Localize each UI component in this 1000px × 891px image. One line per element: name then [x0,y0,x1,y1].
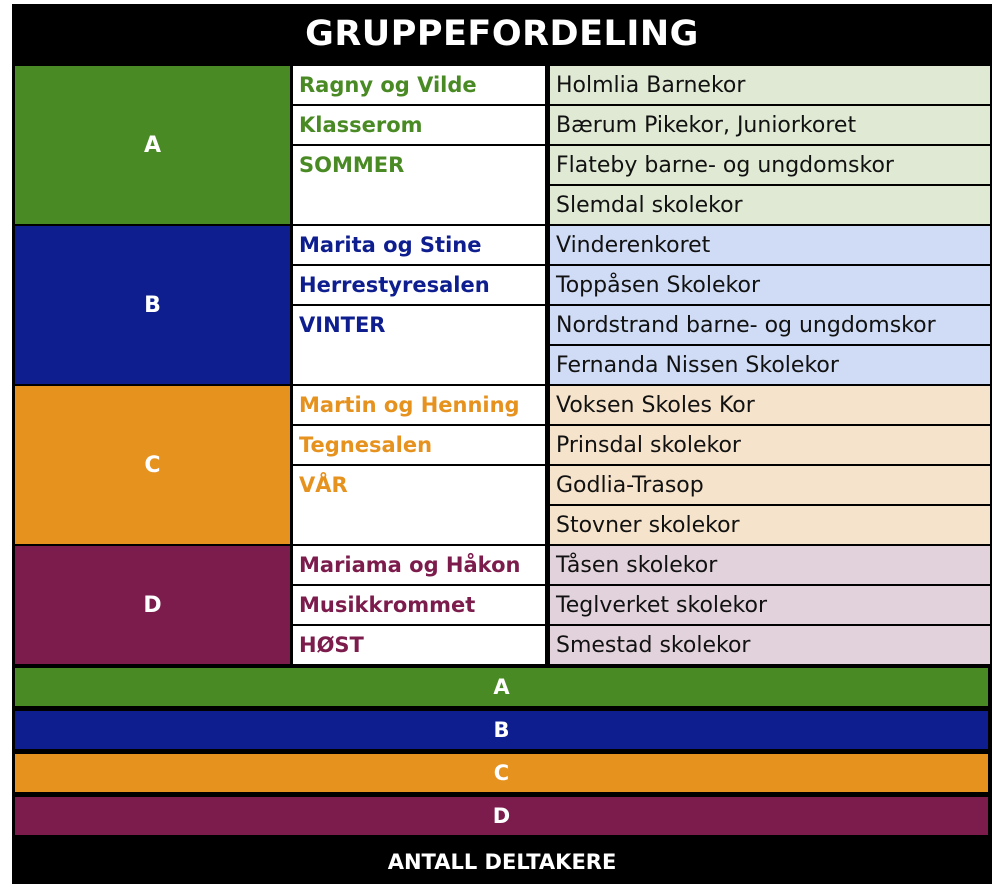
group-letter-cell: B [15,226,290,384]
summary-bar-b: B [15,711,988,749]
group-letter-cell: A [15,66,290,224]
page-title: GRUPPEFORDELING [305,14,699,54]
choir-row: Godlia-Trasop [550,466,990,504]
leaders: Mariama og Håkon [299,553,521,577]
choir-row: Slemdal skolekor [550,186,990,224]
choir-row: Voksen Skoles Kor [550,386,990,424]
group-letter-cell: C [15,386,290,544]
room: Tegnesalen [299,433,433,457]
summary-bar-d: D [15,797,988,835]
room: Klasserom [299,113,423,137]
choir-row: Toppåsen Skolekor [550,266,990,304]
leaders: Ragny og Vilde [299,73,477,97]
group-distribution-table [12,4,992,884]
choir-list [550,226,990,384]
season: VINTER [299,313,386,337]
choir-row: Holmlia Barnekor [550,66,990,104]
summary-bar-a: A [15,668,988,706]
group-d [15,546,990,664]
room: Musikkrommet [299,593,476,617]
group-info [293,226,545,384]
choir-row: Prinsdal skolekor [550,426,990,464]
choir-row: Bærum Pikekor, Juniorkoret [550,106,990,144]
season: HØST [299,633,364,657]
choir-row: Stovner skolekor [550,506,990,544]
choir-row: Smestad skolekor [550,626,990,664]
summary-bar-c: C [15,754,988,792]
season: SOMMER [299,153,405,177]
choir-row: Vinderenkoret [550,226,990,264]
leaders: Marita og Stine [299,233,482,257]
choir-list [550,386,990,544]
choir-list [550,546,990,664]
group-b [15,226,990,384]
group-a [15,66,990,224]
group-info [293,66,545,224]
choir-row: Nordstrand barne- og ungdomskor [550,306,990,344]
leaders: Martin og Henning [299,393,520,417]
group-letter-cell: D [15,546,290,664]
group-info [293,546,545,664]
footer-label: ANTALL DELTAKERE [387,850,617,874]
choir-row: Teglverket skolekor [550,586,990,624]
room: Herrestyresalen [299,273,490,297]
season: VÅR [299,473,348,497]
choir-row: Fernanda Nissen Skolekor [550,346,990,384]
group-info [293,386,545,544]
choir-row: Flateby barne- og ungdomskor [550,146,990,184]
choir-row: Tåsen skolekor [550,546,990,584]
group-c [15,386,990,544]
choir-list [550,66,990,224]
